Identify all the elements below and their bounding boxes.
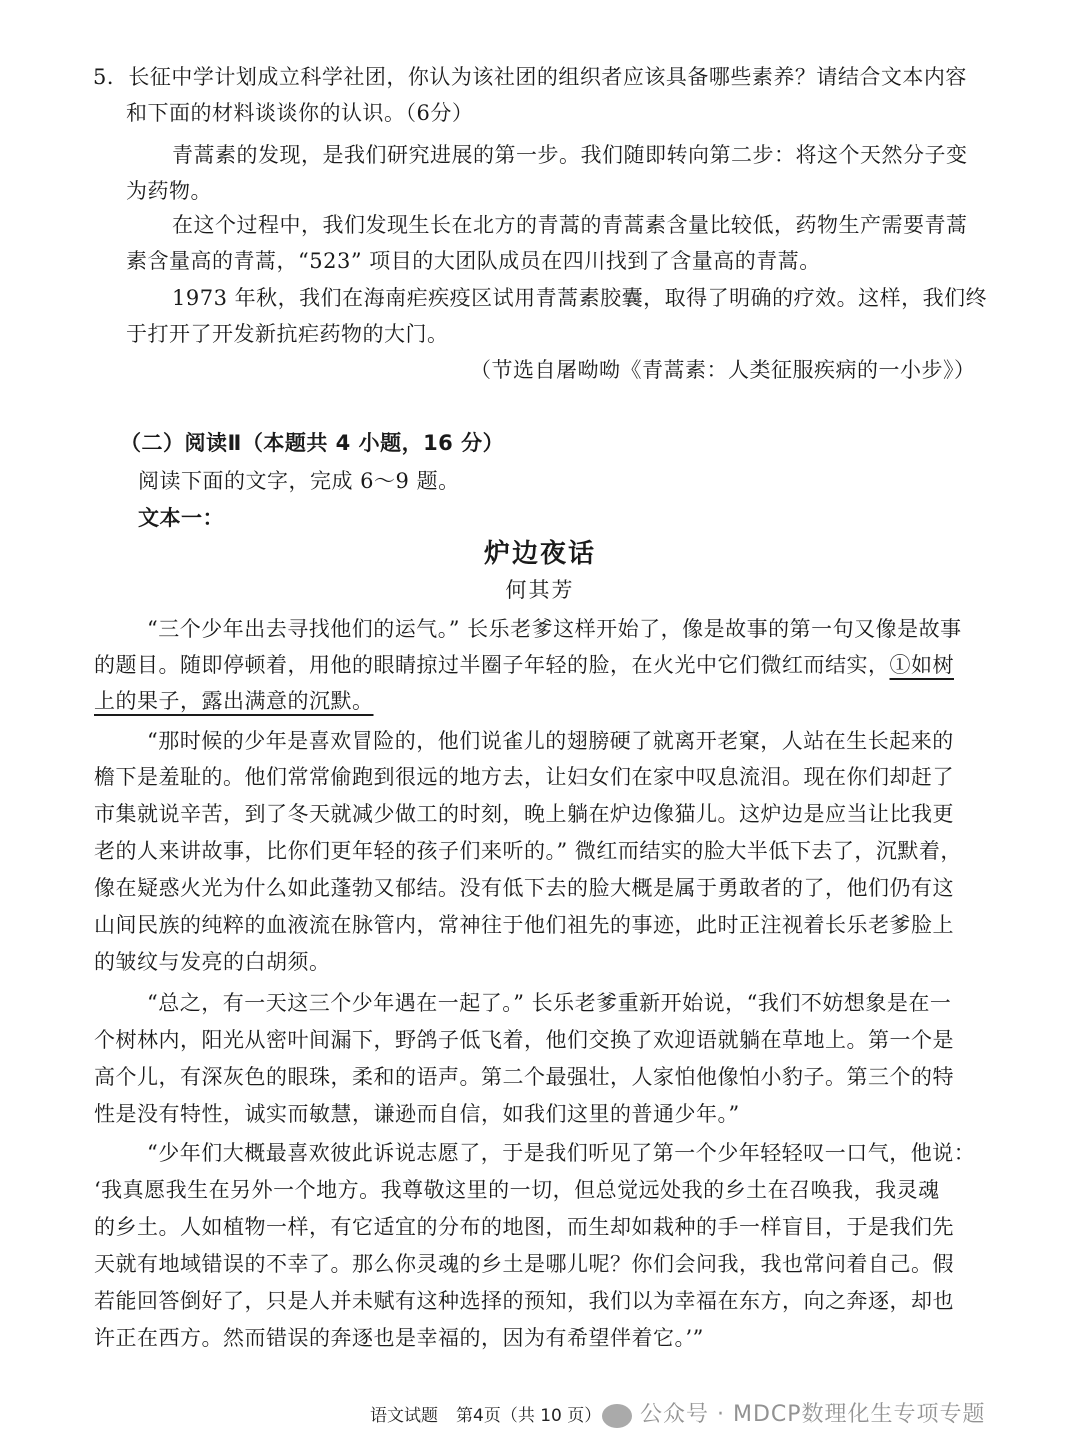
article-line: “三个少年出去寻找他们的运气。” 长乐老爹这样开始了，像是故事的第一句又像是故事	[147, 617, 962, 641]
question-5-line-1: 5．长征中学计划成立科学社团，你认为该社团的组织者应该具备哪些素养？请结合文本内容	[93, 65, 967, 89]
article-title: 炉边夜话	[483, 539, 596, 569]
article-line: 性是没有特性，诚实而敏慧，谦逊而自信，如我们这里的普通少年。”	[94, 1102, 740, 1126]
article-line	[94, 650, 954, 680]
material-line: 素含量高的青蒿，“523” 项目的大团队成员在四川找到了含量高的青蒿。	[126, 249, 821, 273]
article-author: 何其芳	[505, 578, 575, 602]
article-line: 个树林内，阳光从密叶间漏下，野鸽子低飞着，他们交换了欢迎语就躺在草地上。第一个是	[94, 1028, 954, 1052]
material-line: 在这个过程中，我们发现生长在北方的青蒿的青蒿素含量比较低，药物生产需要青蒿	[172, 213, 968, 237]
material-line: 为药物。	[126, 179, 212, 203]
article-line: 若能回答倒好了，只是人并未赋有这种选择的预知，我们以为幸福在东方，向之奔逐，却也	[94, 1289, 954, 1313]
article-line: 像在疑惑火光为什么如此蓬勃又郁结。没有低下去的脸大概是属于勇敢者的了，他们仍有这	[94, 876, 954, 900]
footer-subject: 语文试题	[370, 1406, 438, 1426]
section-heading: （二）阅读Ⅱ（本题共 4 小题，16 分）	[120, 431, 505, 455]
annotated-sentence-1: ①如树	[889, 653, 954, 677]
watermark: 公众号 · MDCP数理化生专项专题	[640, 1402, 986, 1427]
article-line: 檐下是羞耻的。他们常常偷跑到很远的地方去，让妇女们在家中叹息流泪。现在你们却赶了	[94, 765, 954, 789]
article-line: 的皱纹与发亮的白胡须。	[94, 950, 331, 974]
bottom-fade-overlay	[0, 1432, 1080, 1440]
article-text: 的题目。随即停顿着，用他的眼睛掠过半圈子年轻的脸，在火光中它们微红而结实，	[94, 653, 890, 677]
material-line: 1973 年秋，我们在海南疟疾疫区试用青蒿素胶囊，取得了明确的疗效。这样，我们终	[172, 286, 988, 310]
material-source: （节选自屠呦呦《青蒿素：人类征服疾病的一小步》）	[470, 358, 976, 382]
text-label: 文本一：	[138, 506, 224, 530]
article-line: “少年们大概最喜欢彼此诉说志愿了，于是我们听见了第一个少年轻轻叹一口气，他说：	[147, 1141, 976, 1165]
material-line: 于打开了开发新抗疟药物的大门。	[126, 322, 449, 346]
footer-page-number: 第4页（共 10 页）	[456, 1406, 602, 1426]
page-footer	[370, 1404, 619, 1428]
section-instruction: 阅读下面的文字，完成 6～9 题。	[138, 469, 460, 493]
article-line: 老的人来讲故事，比你们更年轻的孩子们来听的。” 微红而结实的脸大半低下去了，沉默着，	[94, 839, 962, 863]
article-line: 许正在西方。然而错误的奔逐也是幸福的，因为有希望伴着它。’”	[94, 1326, 704, 1350]
article-line: 高个儿，有深灰色的眼珠，柔和的语声。第二个最强壮，人家怕他像怕小豹子。第三个的特	[94, 1065, 954, 1089]
question-5-line-2: 和下面的材料谈谈你的认识。（6分）	[126, 101, 474, 125]
article-line: 的乡土。人如植物一样，有它适宜的分布的地图，而生却如栽种的手一样盲目，于是我们先	[94, 1215, 954, 1239]
annotated-sentence-1-cont: 上的果子，露出满意的沉默。	[94, 689, 374, 713]
article-line: 天就有地域错误的不幸了。那么你灵魂的乡土是哪儿呢？你们会问我，我也常问着自己。假	[94, 1252, 954, 1276]
material-line: 青蒿素的发现，是我们研究进展的第一步。我们随即转向第二步：将这个天然分子变	[172, 143, 968, 167]
article-line: 山间民族的纯粹的血液流在脉管内，常神往于他们祖先的事迹，此时正注视着长乐老爹脸上	[94, 913, 954, 937]
article-line: 市集就说辛苦，到了冬天就减少做工的时刻，晚上躺在炉边像猫儿。这炉边是应当让比我更	[94, 802, 954, 826]
article-line: ‘我真愿我生在另外一个地方。我尊敬这里的一切，但总觉远处我的乡土在召唤我，我灵魂	[94, 1178, 940, 1202]
wechat-icon	[602, 1404, 632, 1428]
article-line: “那时候的少年是喜欢冒险的，他们说雀儿的翅膀硬了就离开老窠，人站在生长起来的	[147, 729, 954, 753]
article-line: “总之，有一天这三个少年遇在一起了。” 长乐老爹重新开始说，“我们不妨想象是在一	[147, 991, 952, 1015]
